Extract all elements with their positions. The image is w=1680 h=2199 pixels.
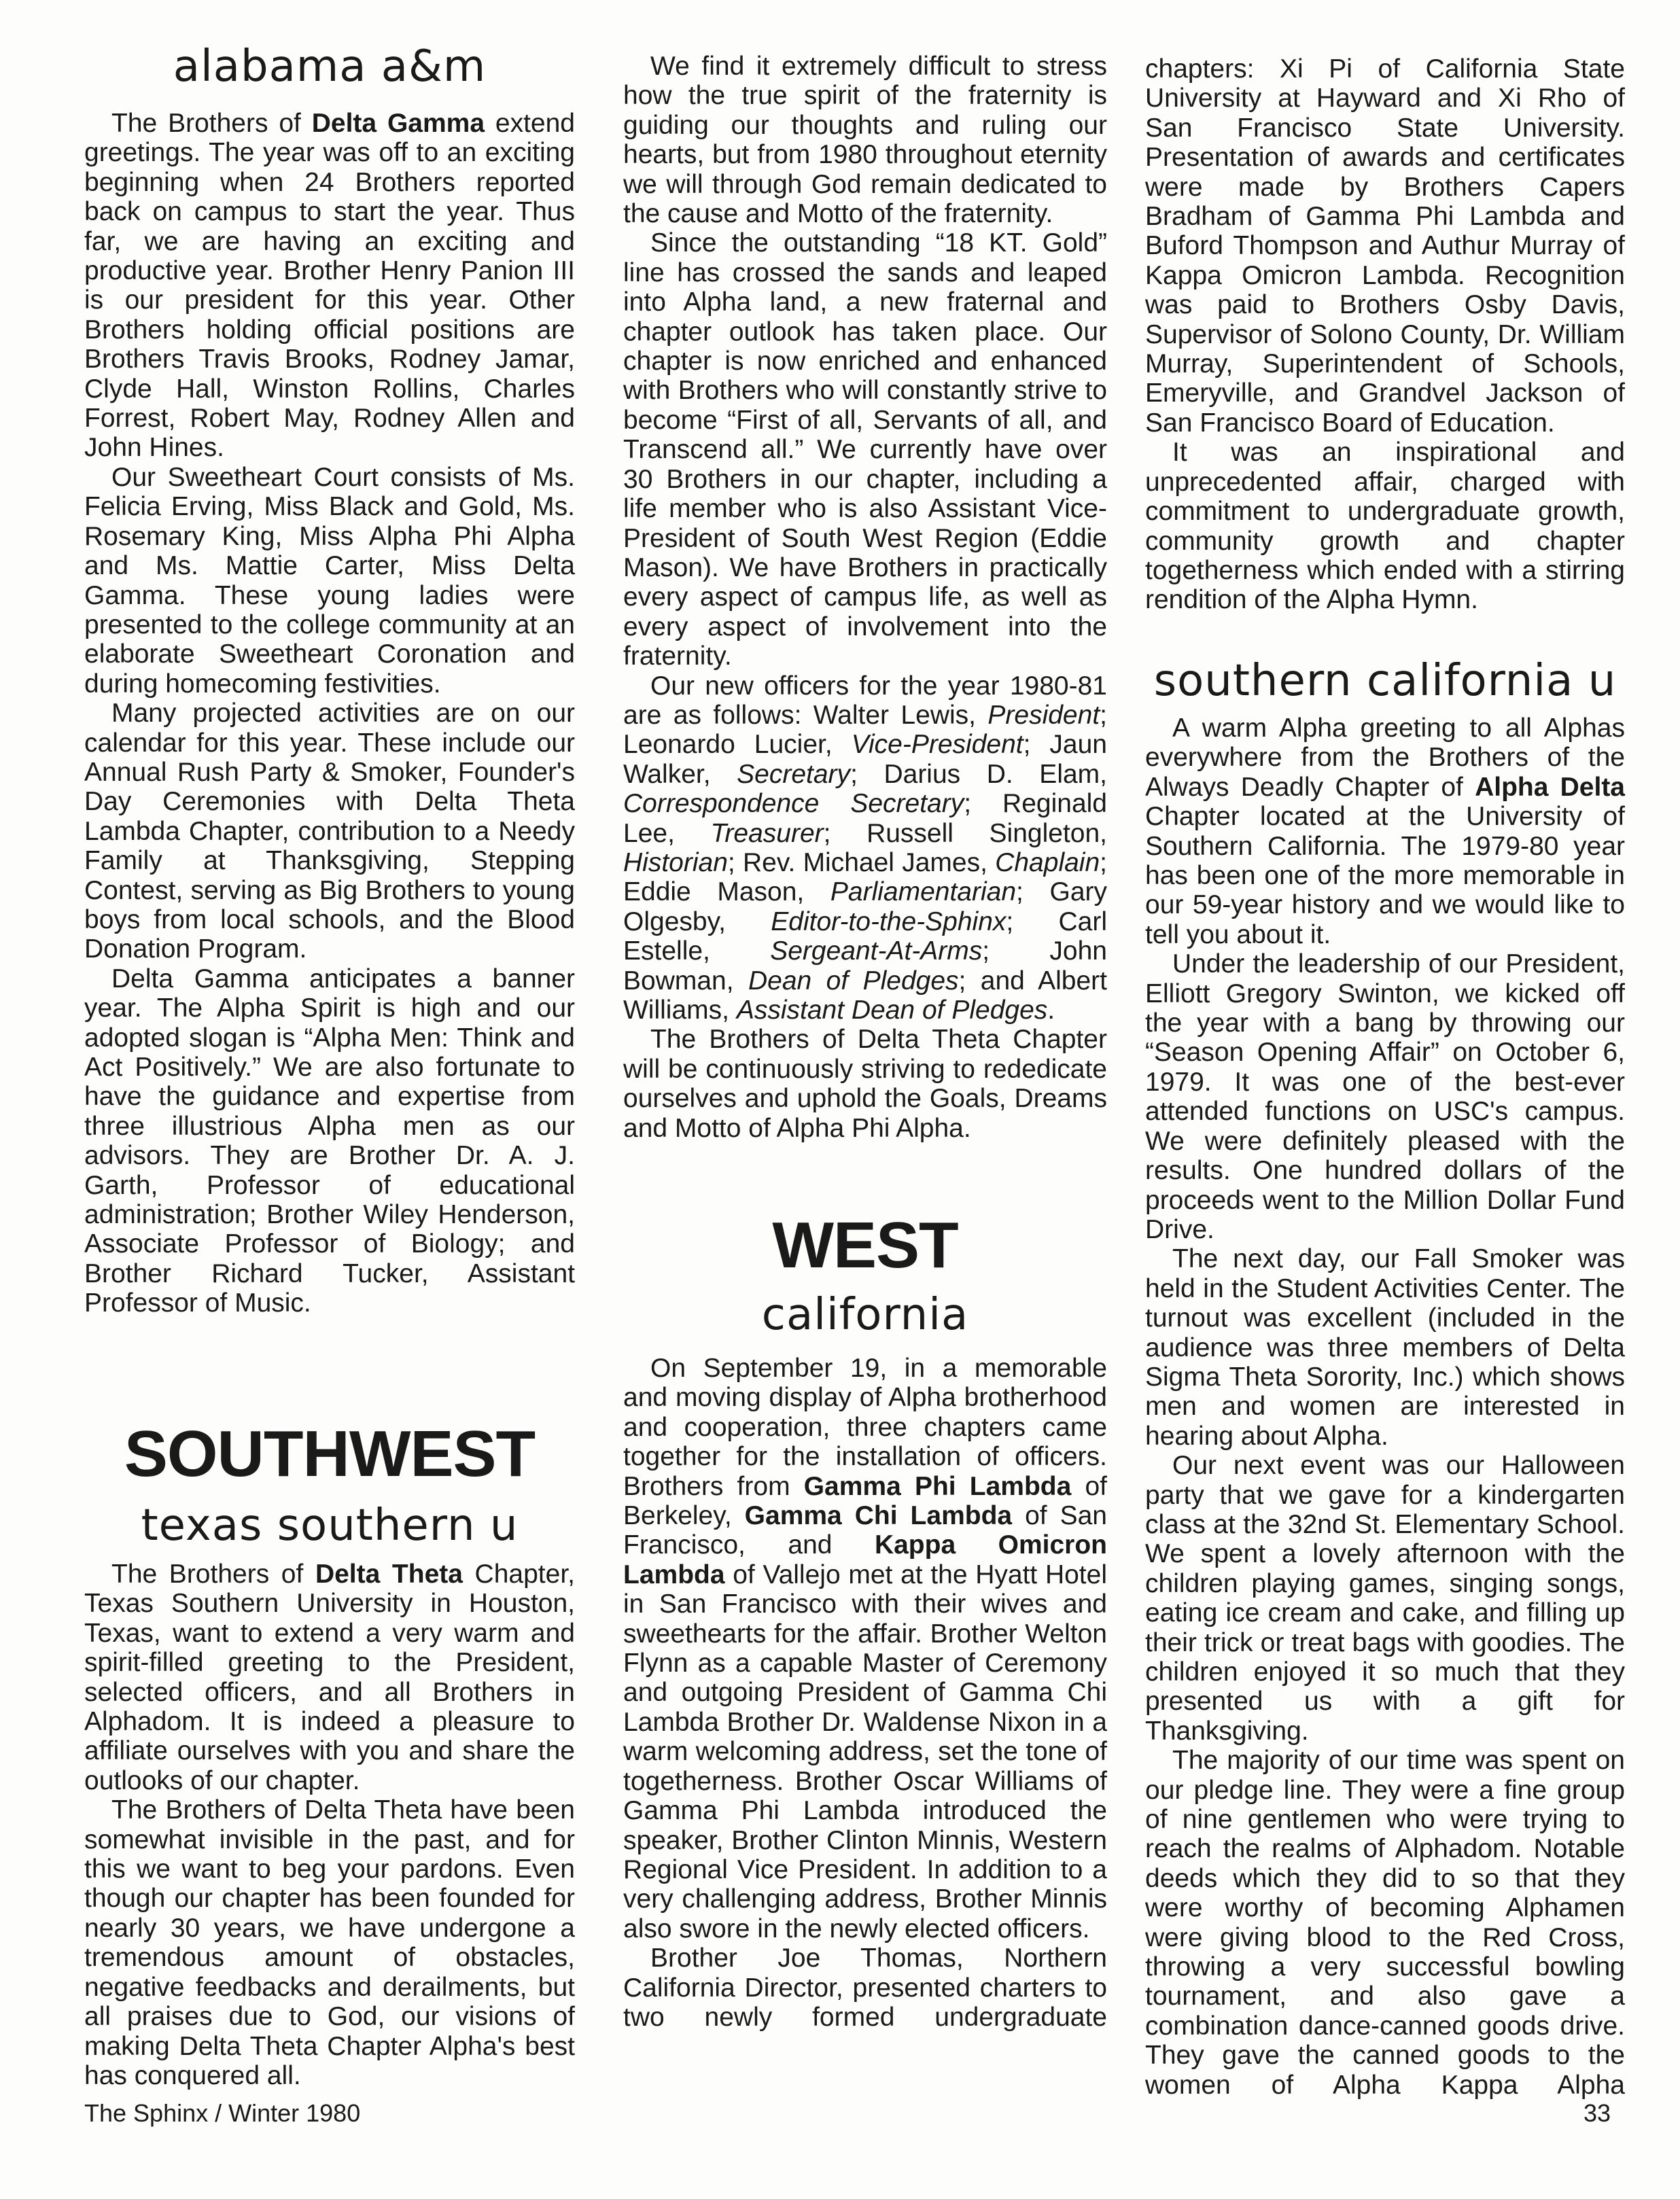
text-run: Our Sweetheart Court consists of Ms. Felicia Erving, Miss Black and Gold, Ms. Rosemary King, Miss Alpha Phi Alpha and Ms. Mattie Carter, Miss Delta Gamma. These young ladies were presented to the college community at an elaborate Sweetheart Coronation and during homecoming festivities. (84, 462, 575, 699)
paragraph (84, 699, 575, 964)
paragraph (84, 1795, 575, 2090)
text-run: It was an inspirational and unprecedented affair, charged with commitment to undergraduate growth, community growth and chapter togetherness which ended with a stirring rendition of the Alpha Hymn. (1145, 438, 1625, 615)
text-run: The majority of our time was spent on our pledge line. They were a fine group of nine gentlemen who were trying to reach the realms of Alphadom. Notable deeds which they did to so that they were worthy of becoming Alphamen were giving blood to the Red Cross, throwing a very successful bowling tournament, and also gave a combination dance-canned goods drive. They gave the canned goods to the women of Alpha Kappa Alpha (1145, 1746, 1625, 2100)
italic-text: Assistant Dean of Pledges (736, 996, 1048, 1025)
bold-text: Kappa Omicron Lambda (623, 1530, 1108, 1589)
text-run: ; Rev. Michael James, (727, 847, 996, 877)
paragraph (623, 1354, 1107, 1943)
italic-text: Correspondence Secretary (623, 789, 964, 819)
text-run: On September 19, in a memorable and moving display of Alpha brotherhood and cooperation, three chapters came together for the installation of officers. Brothers from (623, 1354, 1107, 1501)
article-southern-california-body (1145, 714, 1625, 2100)
text-run: ; Leonardo Lucier, (623, 700, 1107, 760)
bold-text: Delta Theta (315, 1560, 463, 1589)
text-run: Under the leadership of our President, Elliott Gregory Swinton, we kicked off the year with a bang by throwing our “Season Opening Affair” on October 6, 1979. It was one of the best-ever attended functions on USC's campus. We were definitely pleased with the results. One hundred dollars of the proceeds went to the Million Dollar Fund Drive. (1145, 949, 1625, 1244)
section-heading-southern-california: southern california u (1153, 656, 1617, 706)
italic-text: Vice-President (851, 730, 1023, 760)
text-run: Chapter located at the University of Southern California. The 1979-80 year has been one of the more memorable in our 59-year history and we would like to tell you about it. (1145, 802, 1625, 949)
text-run: ; Darius D. Elam, (850, 759, 1107, 789)
article-texas-southern-body (84, 1560, 575, 2090)
text-run: ; Jaun Walker, (623, 730, 1107, 789)
text-run: Our new officers for the year 1980-81 are as follows: Walter Lewis, (623, 671, 1107, 730)
italic-text: Editor-to-the-Sphinx (771, 907, 1007, 936)
text-run: Since the outstanding “18 KT. Gold” line has crossed the sands and leaped into Alpha land, a new fraternal and chapter outlook has taken place. Our chapter is now enriched and enhanced with Brothers who will constantly strive to become “First of all, Servants of all, and Transcend all.” We currently have over 30 Brothers in our chapter, including a life member who is also Assistant Vice-President of South West Region (Eddie Mason). We have Brothers in practically every aspect of campus life, as well as every aspect of involvement into the fraternity. (623, 228, 1107, 671)
article-texas-southern-continued (623, 52, 1107, 1143)
article-california-body (623, 1354, 1107, 2032)
paragraph (1145, 714, 1625, 949)
text-run: ; Carl Estelle, (623, 907, 1107, 966)
text-run: A warm Alpha greeting to all Alphas everywhere from the Brothers of the Always Deadly Chapter of (1145, 714, 1625, 802)
article-alabama-body (84, 109, 575, 1318)
text-run: ; Gary Olgesby, (623, 877, 1108, 936)
text-run: Delta Gamma anticipates a banner year. The Alpha Spirit is high and our adopted slogan is “Alpha Men: Think and Act Positively.” We are also fortunate to have the guidance and expertise from three illustrious Alpha men as our advisors. They are Brother Dr. A. J. Garth, Professor of educational administration; Brother Wiley Henderson, Associate Professor of Biology; and Brother Richard Tucker, Assistant Professor of Music. (84, 964, 575, 1318)
italic-text: President (987, 700, 1100, 730)
text-run: chapters: Xi Pi of California State University at Hayward and Xi Rho of San Francisco State University. Presentation of awards and certificates were made by Brothers Capers Bradham of Gamma Phi Lambda and Buford Thompson and Authur Murray of Kappa Omicron Lambda. Recognition was paid to Brothers Osby Davis, Supervisor of Solono County, Dr. William Murray, Superintendent of Schools, Emeryville, and Grandvel Jackson of San Francisco Board of Education. (1145, 54, 1625, 438)
text-run: We find it extremely difficult to stress how the true spirit of the fraternity is guiding our thoughts and ruling our hearts, but from 1980 throughout eternity we will through God remain dedicated to the cause and Motto of the fraternity. (623, 52, 1107, 229)
footer-publication: The Sphinx / Winter 1980 (84, 2099, 361, 2127)
italic-text: Sergeant-At-Arms (770, 936, 983, 966)
paragraph (623, 1025, 1107, 1143)
paragraph (1145, 1244, 1625, 1451)
paragraph (1145, 54, 1625, 438)
bold-text: Gamma Phi Lambda (803, 1471, 1072, 1501)
text-run: of Berkeley, (623, 1471, 1107, 1531)
page-number: 33 (1583, 2099, 1611, 2127)
bold-text: Gamma Chi Lambda (744, 1501, 1013, 1531)
text-run: The next day, our Fall Smoker was held in the Student Activities Center. The turnout was excellent (included in the audience was three members of Delta Sigma Theta Sorority, Inc.) which shows men and women are interested in hearing about Alpha. (1145, 1244, 1625, 1451)
paragraph (1145, 949, 1625, 1244)
text-run: ; John Bowman, (623, 936, 1107, 996)
text-run: Brother Joe Thomas, Northern California Director, presented charters to two newly formed undergraduate (623, 1943, 1107, 2032)
section-heading-texas-southern: texas southern u (141, 1500, 519, 1551)
paragraph (623, 1943, 1107, 2032)
bold-text: Alpha Delta (1475, 772, 1625, 802)
text-run: ; Reginald Lee, (623, 789, 1107, 848)
italic-text: Treasurer (710, 818, 824, 848)
paragraph (623, 228, 1107, 671)
text-run: The Brothers of Delta Theta Chapter will be continuously striving to rededicate ourselves and uphold the Goals, Dreams and Motto of Alpha Phi Alpha. (623, 1025, 1107, 1143)
bold-text: Delta Gamma (311, 109, 485, 138)
region-heading-southwest: SOUTHWEST (124, 1418, 536, 1490)
paragraph (84, 1560, 575, 1795)
paragraph (623, 671, 1107, 1025)
section-heading-alabama: alabama a&m (173, 41, 487, 92)
italic-text: Secretary (737, 759, 851, 789)
text-run: Chapter, Texas Southern University in Houston, Texas, want to extend a very warm and spirit-filled greeting to the President, selected officers, and all Brothers in Alphadom. It is indeed a pleasure to affiliate ourselves with you and share the outlooks of our chapter. (84, 1560, 575, 1795)
text-run: The Brothers of (111, 1560, 315, 1589)
paragraph (84, 463, 575, 699)
paragraph (623, 52, 1107, 228)
text-run: of San Francisco, and (623, 1501, 1108, 1560)
italic-text: Parliamentarian (830, 877, 1017, 907)
article-california-continued (1145, 54, 1625, 615)
text-run: Our next event was our Halloween party that we gave for a kindergarten class at the 32nd St. Elementary School. We spent a lovely afternoon with the children playing games, singing songs, eating ice cream and cake, and filling up their trick or treat bags with goodies. The children enjoyed it so much that they presented us with a gift for Thanksgiving. (1145, 1451, 1625, 1746)
paragraph (84, 109, 575, 463)
italic-text: Dean of Pledges (748, 966, 959, 996)
paragraph (1145, 1746, 1625, 2100)
italic-text: Chaplain (995, 847, 1100, 877)
text-run: ; Eddie Mason, (623, 847, 1107, 907)
text-run: of Vallejo met at the Hyatt Hotel in San Francisco with their wives and sweethearts for the affair. Brother Welton Flynn as a capable Master of Ceremony and outgoing President of Gamma Chi Lambda Brother Dr. Waldense Nixon in a warm welcoming address, set the tone of togetherness. Brother Oscar Williams of Gamma Phi Lambda introduced the speaker, Brother Clinton Minnis, Western Regional Vice President. In addition to a very challenging address, Brother Minnis also swore in the newly elected officers. (623, 1560, 1107, 1943)
italic-text: Historian (623, 847, 728, 877)
paragraph (84, 964, 575, 1318)
paragraph (1145, 438, 1625, 614)
text-run: . (1047, 996, 1055, 1025)
section-heading-california: california (761, 1290, 969, 1340)
text-run: extend greetings. The year was off to an exciting beginning when 24 Brothers reported back on campus to start the year. Thus far, we are having an exciting and productive year. Brother Henry Panion III is our president for this year. Other Brothers holding official positions are Brothers Travis Brooks, Rodney Jamar, Clyde Hall, Winston Rollins, Charles Forrest, Robert May, Rodney Allen and John Hines. (84, 109, 575, 463)
text-run: Many projected activities are on our calendar for this year. These include our Annual Rush Party & Smoker, Founder's Day Ceremonies with Delta Theta Lambda Chapter, contribution to a Needy Family at Thanksgiving, Stepping Contest, serving as Big Brothers to young boys from local schools, and the Blood Donation Program. (84, 699, 575, 964)
text-run: ; Russell Singleton, (823, 818, 1107, 848)
text-run: ; and Albert Williams, (623, 966, 1107, 1025)
region-heading-west: WEST (772, 1209, 958, 1282)
text-run: The Brothers of (111, 109, 312, 138)
text-run: The Brothers of Delta Theta have been somewhat invisible in the past, and for this we want to beg your pardons. Even though our chapter has been founded for nearly 30 years, we have undergone a tremendous amount of obstacles, negative feedbacks and derailments, but all praises due to God, our visions of making Delta Theta Chapter Alpha's best has conquered all. (84, 1795, 575, 2090)
paragraph (1145, 1451, 1625, 1746)
